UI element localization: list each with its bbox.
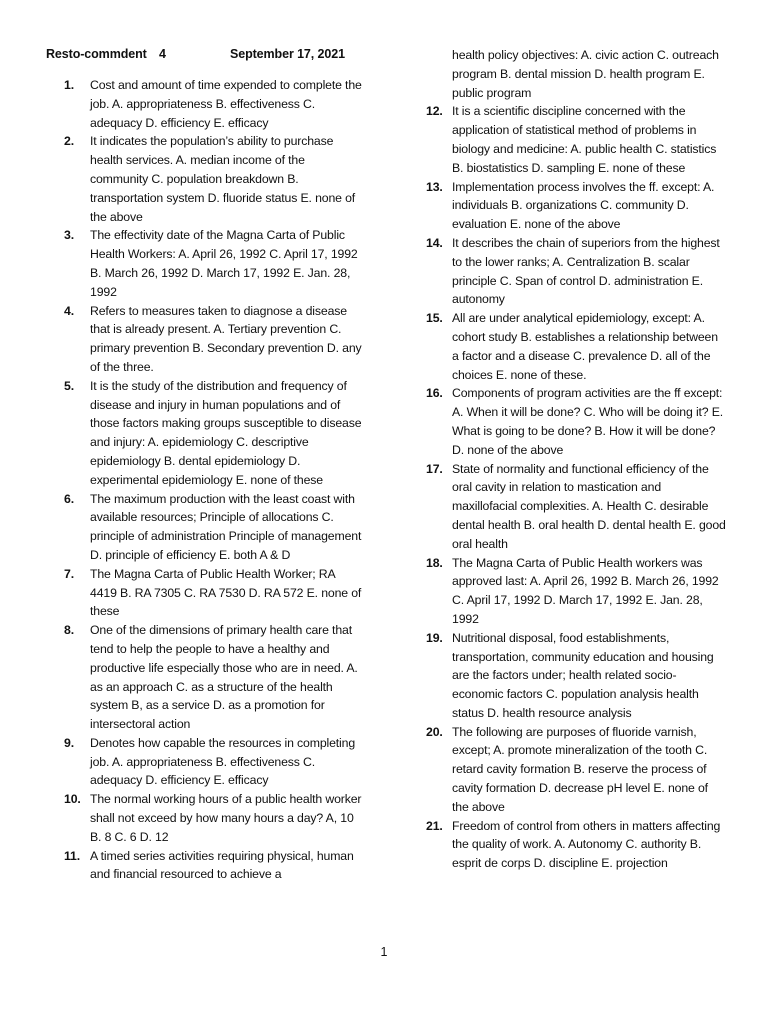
question-text: The Magna Carta of Public Health Worker; RA 4419 B. RA 7305 C. RA 7530 D. RA 572 E. none of these [90, 566, 362, 619]
question-number: 9. [64, 735, 74, 750]
question-number: 18. [426, 555, 443, 570]
question-item [64, 132, 364, 226]
question-number: 20. [426, 724, 443, 739]
question-text: The normal working hours of a public health worker shall not exceed by how many hours a day? A, 10 B. 8 C. 6 D. 12 [90, 792, 362, 844]
question-text: It describes the chain of superiors from the highest to the lower ranks; A. Centralization B. scalar principle C. Span of control D. administration E. autonomy [452, 235, 720, 307]
right-column [426, 46, 726, 873]
question-item [64, 621, 364, 734]
question-item [64, 565, 364, 621]
left-column [64, 76, 364, 884]
document-number: 4 [159, 47, 166, 61]
question-text: It is a scientific discipline concerned with the application of statistical method of problems in biology and medicine: A. public health C. statistics B. biostatistics D. sampling E. none of these [452, 104, 717, 175]
page-footer [0, 945, 768, 959]
question-item [64, 790, 364, 846]
question-number: 10. [64, 792, 81, 807]
question-number: 19. [426, 630, 443, 645]
question-item [426, 817, 726, 873]
question-item [64, 226, 364, 301]
question-number: 5. [64, 378, 74, 393]
question-text: All are under analytical epidemiology, except: A. cohort study B. establishes a relationship between a factor and a disease C. prevalence D. all of the choices E. none of these. [452, 311, 718, 382]
question-item [64, 847, 364, 885]
question-number: 14. [426, 235, 443, 250]
question-text: Freedom of control from others in matters affecting the quality of work. A. Autonomy C. authority B. esprit de corps D. discipline E. projection [452, 818, 721, 871]
question-text: The effectivity date of the Magna Carta of Public Health Workers: A. April 26, 1992 C. April 17, 1992 B. March 26, 1992 D. March 17, 1992 E. Jan. 28, 1992 [90, 228, 358, 299]
question-item [426, 234, 726, 309]
question-number: 1. [64, 78, 74, 92]
question-text: It is the study of the distribution and frequency of disease and injury in human populations and of those factors making groups susceptible to disease and injury: A. epidemiology C. descriptive epidemiology B. dental epidemiology D. experimental epidemiology E. none of these [90, 378, 362, 487]
question-text: Denotes how capable the resources in completing job. A. appropriateness B. effectiveness C. adequacy D. efficiency E. efficacy [90, 735, 356, 788]
question-text: State of normality and functional efficiency of the oral cavity in relation to mastication and maxillofacial complexities. A. Health C. desirable dental health B. oral health D. dental health E. good oral health [452, 461, 726, 551]
question-text: The following are purposes of fluoride varnish, except; A. promote mineralization of the tooth C. retard cavity formation B. reserve the process of cavity formation D. decrease pH level E. none of the above [452, 724, 708, 814]
question-number: 3. [64, 228, 74, 243]
question-item [426, 554, 726, 629]
question-text: The maximum production with the least coast with available resources; Principle of allocations C. principle of administration Principle of management D. principle of efficiency E. both A & D [90, 491, 362, 562]
question-text: It indicates the population’s ability to purchase health services. A. median income of the community C. population breakdown B. transportation system D. fluoride status E. none of the above [90, 134, 356, 224]
question-item [426, 102, 726, 177]
question-item [426, 384, 726, 459]
question-item [64, 377, 364, 490]
question-text: Refers to measures taken to diagnose a disease that is already present. A. Tertiary prevention C. primary prevention B. Secondary prevention D. any of the three. [90, 303, 362, 374]
question-number: 7. [64, 566, 74, 581]
question-number: 12. [426, 104, 443, 119]
question-number: 8. [64, 623, 74, 638]
question-item [64, 490, 364, 565]
question-number: 13. [426, 179, 443, 194]
question-number: 6. [64, 491, 74, 506]
question-text: Nutritional disposal, food establishments, transportation, community education and housing are the factors under; health related socio-economic factors C. population analysis health status D. health resource analysis [452, 630, 714, 720]
question-number: 4. [64, 303, 74, 318]
document-date: September 17, 2021 [230, 47, 345, 61]
question-item [64, 76, 364, 132]
question-continuation [426, 46, 726, 102]
question-text: Components of program activities are the ff except: A. When it will be done? C. Who will be doing it? E. What is going to be done? B. How it will be done? D. none of the above [452, 386, 724, 457]
question-text: Implementation process involves the ff. except: A. individuals B. organizations C. community D. evaluation E. none of the above [452, 179, 715, 232]
question-item [426, 178, 726, 234]
question-number: 21. [426, 818, 443, 833]
page-number: 1 [380, 945, 388, 959]
question-item [426, 723, 726, 817]
question-number: 17. [426, 461, 443, 476]
question-text: Cost and amount of time expended to complete the job. A. appropriateness B. effectiveness C. adequacy D. efficiency E. efficacy [90, 78, 362, 130]
question-item [64, 734, 364, 790]
question-text: A timed series activities requiring physical, human and financial resourced to achieve a [90, 848, 354, 882]
question-item [426, 460, 726, 554]
question-number: 16. [426, 386, 443, 401]
document-title: Resto-commdent [46, 47, 147, 61]
question-text: The Magna Carta of Public Health workers was approved last: A. April 26, 1992 B. March 26, 1992 C. April 17, 1992 D. March 17, 1992 E. Jan. 28, 1992 [452, 555, 719, 626]
question-text-continued: health policy objectives: A. civic action C. outreach program B. dental mission D. health program E. public program [452, 48, 719, 100]
question-number: 15. [426, 311, 443, 326]
question-item [426, 309, 726, 384]
question-item [64, 302, 364, 377]
question-number: 2. [64, 134, 74, 149]
question-item [426, 629, 726, 723]
question-text: One of the dimensions of primary health care that tend to help the people to have a healthy and productive life especially those who are in need. A. as an approach C. as a structure of the health system B, as a service D. as a promotion for intersectoral action [90, 623, 358, 732]
question-number: 11. [64, 848, 80, 863]
